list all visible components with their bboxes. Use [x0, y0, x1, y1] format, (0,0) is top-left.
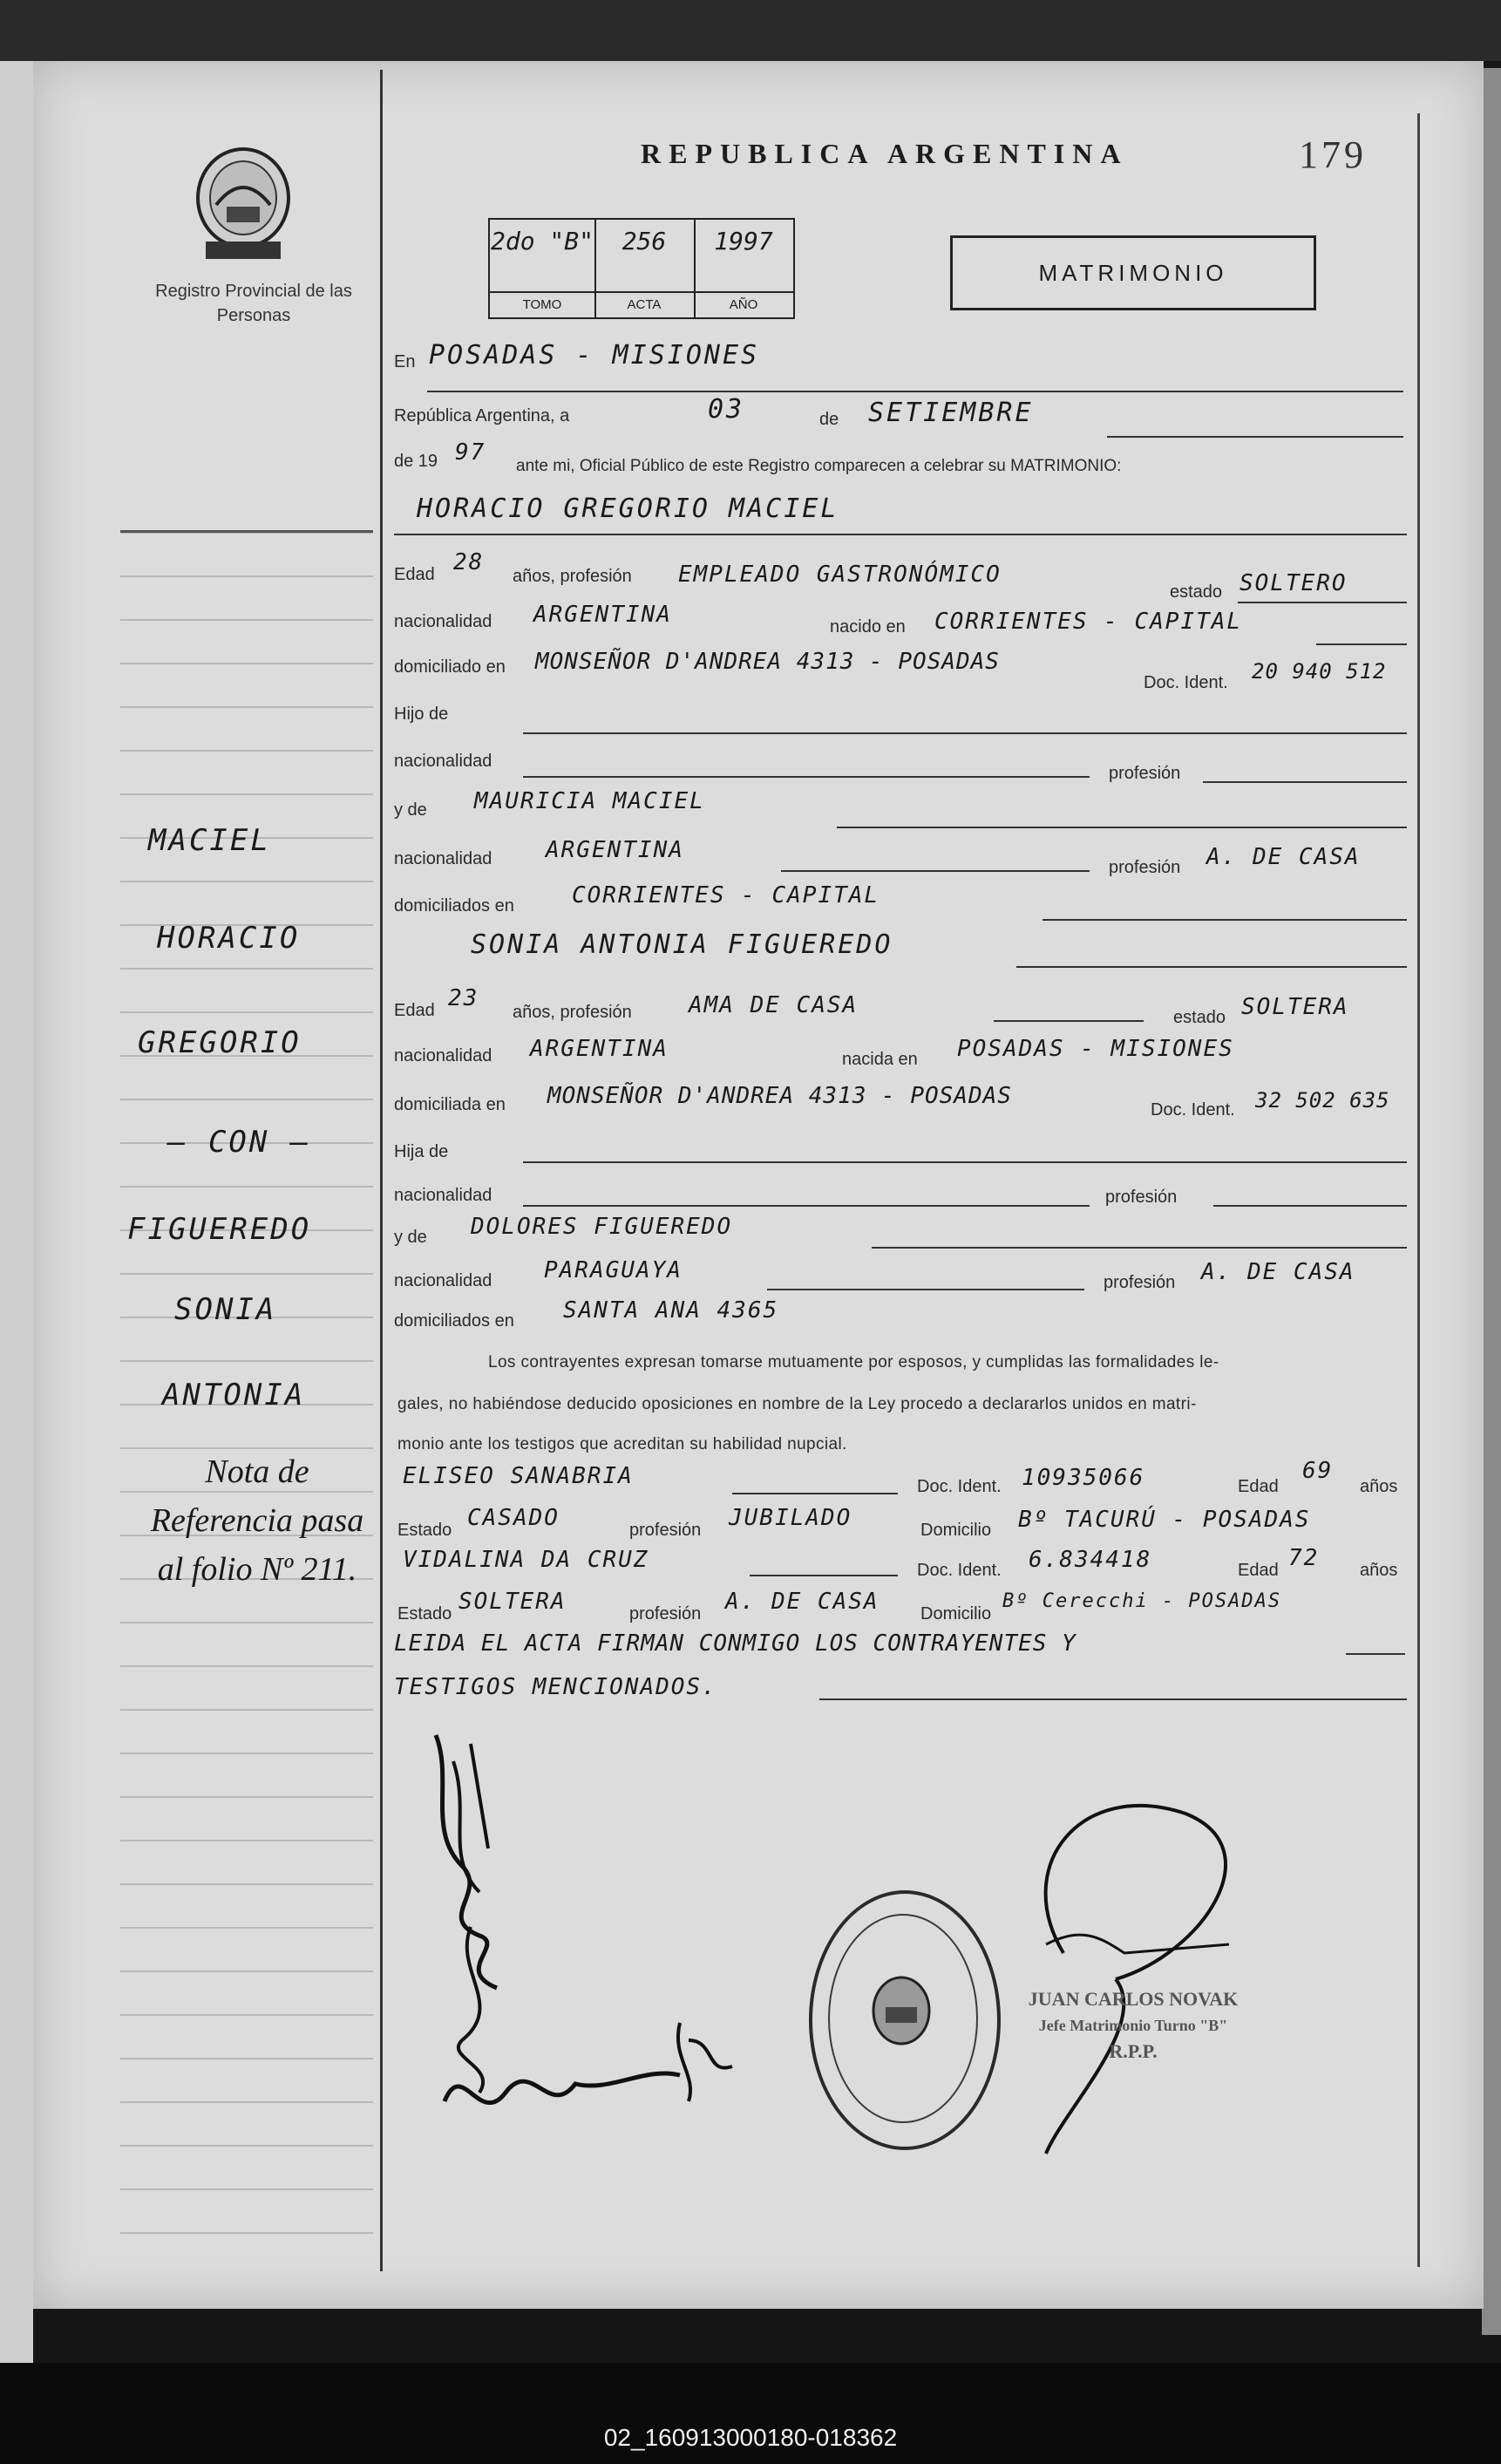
- margin-bride-firstname: SONIA: [174, 1292, 277, 1327]
- bride-age: 23: [448, 985, 479, 1011]
- groom-parents-address: CORRIENTES - CAPITAL: [572, 882, 880, 909]
- bride-profession-line: [994, 1020, 1144, 1022]
- groom-mother-prof-label: profesión: [1109, 858, 1181, 877]
- groom-father-nac-line: [523, 776, 1090, 778]
- country-title: REPUBLICA ARGENTINA: [641, 138, 1129, 169]
- groom-birthplace: CORRIENTES - CAPITAL: [934, 609, 1243, 635]
- bride-mother-nac-label: nacionalidad: [394, 1271, 492, 1290]
- witness2-age: 72: [1288, 1545, 1320, 1571]
- groom-nationality: ARGENTINA: [533, 602, 672, 628]
- de-year-label: de 19: [394, 452, 438, 471]
- groom-age: 28: [453, 549, 485, 575]
- groom-profession: EMPLEADO GASTRONÓMICO: [678, 562, 1002, 588]
- groom-address: MONSEÑOR D'ANDREA 4313 - POSADAS: [535, 649, 1000, 675]
- groom-father-nac-label: nacionalidad: [394, 752, 492, 771]
- witness2-name: VIDALINA DA CRUZ: [403, 1547, 649, 1573]
- groom-estado: SOLTERO: [1240, 570, 1348, 596]
- tomo-cell: [490, 220, 596, 317]
- witness1-name: ELISEO SANABRIA: [403, 1463, 634, 1489]
- bride-domiciliada-label: domiciliada en: [394, 1095, 506, 1114]
- groom-doc: 20 940 512: [1252, 659, 1387, 684]
- place-line: [427, 391, 1403, 392]
- scan-filename: 02_160913000180-018362: [603, 2424, 898, 2451]
- bride-father-nac-line: [523, 1205, 1090, 1207]
- bride-estado: SOLTERA: [1241, 994, 1349, 1020]
- witness2-doc-label: Doc. Ident.: [917, 1561, 1002, 1580]
- margin-rule-line: [120, 968, 373, 970]
- margin-rule-line: [120, 619, 373, 621]
- margin-con: — CON —: [167, 1125, 311, 1160]
- day-value: 03: [708, 394, 745, 425]
- margin-rule-line: [120, 1753, 373, 1754]
- witness1-estado: CASADO: [467, 1505, 560, 1531]
- margin-rule-line: [120, 1971, 373, 1972]
- bride-nacida-label: nacida en: [842, 1050, 918, 1069]
- margin-rule-line: [120, 1927, 373, 1929]
- margin-rule-line: [120, 1665, 373, 1667]
- margin-rule-line: [120, 793, 373, 795]
- bride-domiciliados-label: domiciliados en: [394, 1311, 514, 1331]
- bride-yde-label: y de: [394, 1228, 427, 1247]
- bride-nationality: ARGENTINA: [530, 1036, 669, 1062]
- bride-nacionalidad-label: nacionalidad: [394, 1046, 492, 1065]
- groom-yde-label: y de: [394, 800, 427, 820]
- margin-rule-line: [120, 2058, 373, 2059]
- seal-crest-icon: [866, 1972, 936, 2056]
- witness2-estado-label: Estado: [397, 1604, 452, 1623]
- groom-father-prof-line: [1203, 781, 1407, 783]
- witness2-address: Bº Cerecchi - POSADAS: [1002, 1590, 1282, 1612]
- bride-father-nac-label: nacionalidad: [394, 1186, 492, 1205]
- scan-background-top: [0, 0, 1501, 61]
- margin-bride-surname: FIGUEREDO: [127, 1212, 312, 1247]
- stamp-line-3: R.P.P.: [1109, 2040, 1158, 2062]
- margin-rule-line: [120, 881, 373, 882]
- bride-mother-prof-label: profesión: [1104, 1273, 1176, 1292]
- groom-profesion-label: años, profesión: [513, 567, 632, 586]
- page-left-edge: [0, 61, 33, 2363]
- margin-rule-line: [120, 2188, 373, 2190]
- witness2-estado: SOLTERA: [458, 1589, 567, 1615]
- right-border-line: [1417, 113, 1420, 2267]
- groom-domiciliado-label: domiciliado en: [394, 657, 506, 677]
- witness2-profesion-label: profesión: [629, 1604, 702, 1623]
- witness2-anios-label: años: [1360, 1561, 1398, 1580]
- bride-estado-label: estado: [1173, 1008, 1226, 1027]
- bride-father-prof-line: [1213, 1205, 1407, 1207]
- margin-rule-line: [120, 1099, 373, 1100]
- anio-label: AÑO: [694, 291, 793, 317]
- bride-mother-line: [872, 1247, 1407, 1249]
- witness1-age: 69: [1302, 1458, 1334, 1484]
- groom-mother-nac-label: nacionalidad: [394, 849, 492, 868]
- month-value: SETIEMBRE: [868, 398, 1034, 428]
- month-line: [1107, 436, 1403, 438]
- ante-text: ante mi, Oficial Público de este Registro comparecen a celebrar su MATRIMONIO:: [516, 457, 1122, 475]
- margin-divider: [380, 70, 383, 2271]
- acta-label: ACTA: [594, 291, 694, 317]
- page-right-edge: [1482, 68, 1501, 2335]
- groom-estado-label: estado: [1170, 582, 1223, 602]
- bride-father-line: [523, 1161, 1407, 1163]
- witness2-profession: A. DE CASA: [725, 1589, 880, 1615]
- witness1-doc: 10935066: [1022, 1465, 1145, 1491]
- bride-birthplace: POSADAS - MISIONES: [957, 1036, 1234, 1062]
- de-label: de: [819, 410, 839, 429]
- closing-line-2: TESTIGOS MENCIONADOS.: [394, 1674, 717, 1700]
- year-suffix: 97: [455, 439, 486, 466]
- witness1-anios-label: años: [1360, 1477, 1398, 1496]
- groom-mother-line: [837, 827, 1407, 828]
- margin-rule-line: [120, 1840, 373, 1841]
- margin-rule-line: [120, 1273, 373, 1275]
- witness2-edad-label: Edad: [1238, 1561, 1279, 1580]
- witness1-edad-label: Edad: [1238, 1477, 1279, 1496]
- witness1-domicilio-label: Domicilio: [920, 1521, 992, 1540]
- republica-label: República Argentina, a: [394, 406, 570, 425]
- margin-middlename: GREGORIO: [138, 1025, 302, 1060]
- groom-father-prof-label: profesión: [1109, 764, 1181, 783]
- witness2-doc: 6.834418: [1029, 1547, 1152, 1573]
- groom-mother-profession: A. DE CASA: [1206, 844, 1361, 870]
- witness2-domicilio-label: Domicilio: [920, 1604, 992, 1623]
- witness1-estado-label: Estado: [397, 1521, 452, 1540]
- witness1-doc-label: Doc. Ident.: [917, 1477, 1002, 1496]
- margin-firstname: HORACIO: [157, 921, 301, 956]
- margin-rule-line: [120, 575, 373, 577]
- margin-rule-line: [120, 1796, 373, 1798]
- declaration-line-3: monio ante los testigos que acreditan su habilidad nupcial.: [397, 1435, 847, 1453]
- groom-name: HORACIO GREGORIO MACIEL: [417, 493, 839, 524]
- groom-father-line: [523, 732, 1407, 734]
- bride-mother-nac-line: [767, 1289, 1084, 1290]
- groom-name-line: [394, 534, 1407, 535]
- acta-value: 256: [621, 227, 667, 255]
- groom-mother: MAURICIA MACIEL: [474, 788, 705, 814]
- groom-birthplace-line: [1316, 643, 1407, 645]
- declaration-line-2: gales, no habiéndose deducido oposiciones en nombre de la Ley procedo a declararlos unidos en matri-: [397, 1395, 1197, 1413]
- closing-line-1-dash: [1346, 1653, 1405, 1655]
- margin-rule-line: [120, 1709, 373, 1711]
- declaration-line-1: Los contrayentes expresan tomarse mutuamente por esposos, y cumplidas las formalidades le-: [488, 1353, 1219, 1372]
- margin-rule-line: [120, 706, 373, 708]
- org-name: Registro Provincial de las Personas: [155, 282, 352, 325]
- stamp-name: JUAN CARLOS NOVAK: [1028, 1988, 1239, 2010]
- bride-mother-nationality: PARAGUAYA: [544, 1257, 683, 1283]
- closing-line-1: LEIDA EL ACTA FIRMAN CONMIGO LOS CONTRAYENTES Y: [394, 1630, 1077, 1657]
- anio-cell: [694, 220, 793, 317]
- witness1-profession: JUBILADO: [729, 1505, 852, 1531]
- groom-nacionalidad-label: nacionalidad: [394, 612, 492, 631]
- groom-estado-line: [1238, 602, 1407, 603]
- bride-doc-label: Doc. Ident.: [1151, 1100, 1235, 1120]
- bride-doc: 32 502 635: [1255, 1088, 1390, 1113]
- margin-rule-line: [120, 1622, 373, 1623]
- witness1-profesion-label: profesión: [629, 1521, 702, 1540]
- groom-nacido-label: nacido en: [830, 617, 906, 636]
- bride-edad-label: Edad: [394, 1001, 435, 1020]
- bride-hija-label: Hija de: [394, 1142, 449, 1161]
- provincial-crest-logo: [190, 144, 296, 266]
- groom-mother-nac-line: [781, 870, 1090, 872]
- tomo-acta-anio-box: [488, 218, 795, 319]
- groom-parents-address-line: [1043, 919, 1407, 921]
- margin-surname: MACIEL: [148, 823, 271, 858]
- folio-number: 179: [1299, 133, 1367, 176]
- groom-doc-label: Doc. Ident.: [1144, 673, 1228, 692]
- bride-profession: AMA DE CASA: [689, 992, 859, 1018]
- place-value: POSADAS - MISIONES: [429, 340, 760, 371]
- groom-hijo-label: Hijo de: [394, 704, 449, 724]
- margin-rule-line: [120, 1011, 373, 1013]
- margin-rule-line: [120, 1360, 373, 1362]
- closing-line-2-dash: [819, 1698, 1407, 1700]
- tomo-value: 2do "B": [490, 227, 594, 255]
- margin-rule-line: [120, 2145, 373, 2147]
- bride-mother-profession: A. DE CASA: [1201, 1259, 1355, 1285]
- bride-parents-address: SANTA ANA 4365: [563, 1297, 779, 1324]
- margin-rule-line: [120, 1186, 373, 1188]
- margin-rule-line: [120, 663, 373, 664]
- en-label: En: [394, 352, 416, 371]
- bride-name: SONIA ANTONIA FIGUEREDO: [471, 929, 893, 960]
- margin-rule-line: [120, 2232, 373, 2234]
- bride-mother: DOLORES FIGUEREDO: [471, 1214, 733, 1240]
- margin-bride-middlename: ANTONIA: [162, 1378, 306, 1412]
- witness2-name-line: [750, 1575, 898, 1576]
- groom-edad-label: Edad: [394, 565, 435, 584]
- margin-rule-line: [120, 750, 373, 752]
- official-stamp: [1002, 1986, 1264, 2065]
- bride-name-line: [1016, 966, 1407, 968]
- margin-rule-line: [120, 2101, 373, 2103]
- bride-profesion-label: años, profesión: [513, 1003, 632, 1022]
- witness1-name-line: [732, 1493, 898, 1494]
- witness1-address: Bº TACURÚ - POSADAS: [1018, 1507, 1311, 1533]
- bride-father-prof-label: profesión: [1105, 1188, 1178, 1207]
- act-type-box: MATRIMONIO: [950, 235, 1316, 310]
- margin-rule-line: [120, 1883, 373, 1885]
- groom-mother-nationality: ARGENTINA: [546, 837, 684, 863]
- margin-top-rule: [120, 530, 373, 533]
- acta-cell: [594, 220, 696, 317]
- bride-address: MONSEÑOR D'ANDREA 4313 - POSADAS: [547, 1083, 1012, 1109]
- tomo-label: TOMO: [490, 291, 594, 317]
- groom-domiciliados-label: domiciliados en: [394, 896, 514, 915]
- official-signature: [1011, 1779, 1273, 2162]
- signatures: [401, 1709, 767, 2162]
- anio-value: 1997: [714, 227, 773, 255]
- stamp-line-2: Jefe Matrimonio Turno "B": [1038, 2017, 1228, 2034]
- margin-reference-note: Nota de Referencia pasa al folio Nº 211.: [150, 1453, 364, 1588]
- margin-rule-line: [120, 2014, 373, 2016]
